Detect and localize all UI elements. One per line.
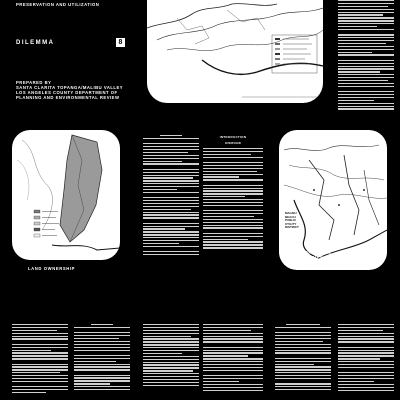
malibu-label-line: MALIBU (285, 211, 297, 215)
jurisdiction-map (279, 130, 387, 270)
text-column-bottom-1 (12, 324, 68, 395)
text-column-bottom-2 (74, 324, 130, 392)
text-column-bottom-4 (203, 324, 263, 392)
top-title: PRESERVATION AND UTILIZATION (16, 2, 100, 7)
subtitle-block (16, 80, 136, 100)
malibu-district-label (285, 212, 299, 230)
subtitle-line: SANTA CLARITA TOPANGA/MALIBU VALLEY (16, 85, 124, 90)
dilemma-number-badge: 8 (116, 38, 125, 47)
jurisdiction-caption-line: JURISDICTIONAL (290, 250, 333, 255)
malibu-label-line: DISTRICT (285, 225, 299, 230)
jurisdiction-caption-line: WATERSHED (290, 265, 321, 270)
regional-map (147, 0, 323, 103)
land-ownership-caption: LAND OWNERSHIP (28, 266, 76, 271)
text-column-bottom-3 (143, 324, 199, 388)
malibu-label-line: BEACH (285, 214, 296, 219)
regional-map-card (147, 0, 323, 103)
malibu-label-line: PUBLIC (285, 218, 297, 223)
subtitle-line: LOS ANGELES COUNTY DEPARTMENT OF (16, 90, 118, 95)
jurisdiction-caption-line: WITHIN THE (290, 260, 320, 265)
land-ownership-map (12, 130, 120, 260)
subtitle-line: PREPARED BY (16, 80, 52, 85)
text-column-middle-2 (203, 135, 263, 250)
introduction-heading: INTRODUCTION (219, 135, 247, 139)
text-column-bottom-6 (338, 324, 394, 392)
jurisdiction-caption (290, 250, 332, 270)
jurisdiction-caption-line: BOUNDARIES (290, 255, 324, 260)
land-ownership-map-card (12, 130, 120, 260)
malibu-label-line: UTILITY (285, 221, 297, 226)
text-column-top-right (338, 0, 394, 111)
dilemma-title: DILEMMA (16, 40, 55, 46)
jurisdiction-map-card (279, 130, 387, 270)
text-column-middle-1 (143, 135, 199, 257)
text-column-bottom-5 (275, 324, 331, 392)
overview-subheading: OVERVIEW (224, 142, 242, 145)
subtitle-line: PLANNING AND ENVIRONMENTAL REVIEW (16, 95, 120, 100)
